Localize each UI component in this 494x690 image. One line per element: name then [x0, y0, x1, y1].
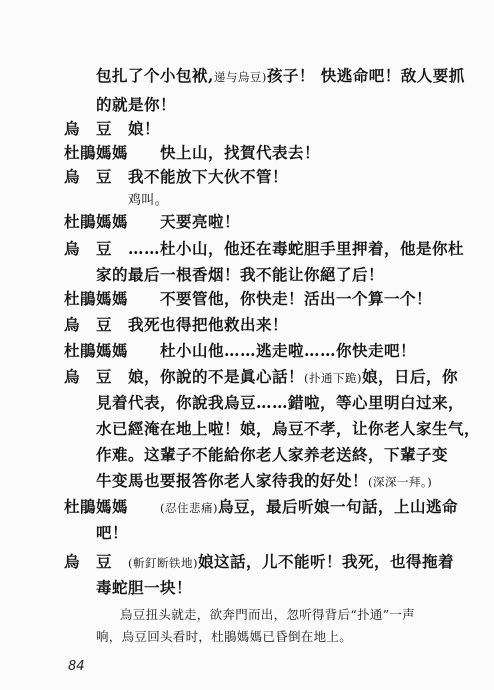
stage-direction-inline: (忍住悲痛) [160, 501, 218, 515]
speaker-name: 杜鵑媽媽 [64, 497, 129, 516]
stage-direction-text: 响，烏豆回头看时，杜鵑媽媽已昏倒在地上。 [96, 629, 353, 644]
stage-direction-block-line-1 [120, 605, 415, 623]
speaker-name: 烏 豆 [64, 315, 113, 334]
dialogue-line-7 [64, 210, 240, 232]
text-segment: 娘，你說的不是眞心話！ [128, 367, 305, 386]
dialogue-line-21 [96, 576, 192, 598]
line-text: 娘！ [128, 119, 161, 138]
dialogue-line-11 [64, 313, 288, 335]
dialogue-line-18 [64, 495, 458, 517]
line-text: 快上山，找賀代表去！ [160, 143, 321, 162]
text-segment: 烏豆，最后听娘一句話，上山逃命 [217, 497, 458, 516]
stage-direction-block-line-2 [96, 627, 352, 645]
text-segment: 娘这話，儿不能听！我死，也得拖着 [197, 552, 454, 571]
dialogue-line-12 [64, 339, 416, 361]
dialogue-line-19 [96, 521, 128, 543]
line-text: 見着代表，你說我烏豆……錯啦，等心里明白过来， [96, 393, 465, 412]
stage-direction-text: 鸡叫。 [128, 193, 168, 208]
speaker-name: 杜鵑媽媽 [64, 212, 129, 231]
dialogue-line-10 [64, 287, 432, 309]
line-text: 杜小山他……逃走啦……你快走吧！ [160, 341, 417, 360]
stage-direction-inline: (深深一拜。) [368, 475, 433, 489]
speaker-name: 烏 豆 [64, 239, 113, 258]
line-text: 我死也得把他救出来！ [128, 315, 289, 334]
stage-direction-inline: 递与烏豆) [213, 70, 267, 84]
line-text: 我不能放下大伙不管！ [128, 167, 289, 186]
line-text: 天要亮啦！ [160, 212, 241, 231]
speaker-name: 杜鵑媽媽 [64, 341, 129, 360]
text-segment: 包扎了个小包袱, [96, 66, 214, 85]
dialogue-line-1 [96, 64, 465, 86]
line-text: 吧！ [96, 523, 129, 542]
text-segment: 孩子！ 快逃命吧！敌人要抓 [266, 66, 465, 85]
dialogue-line-17 [96, 469, 432, 491]
speaker-name: 烏 豆 [64, 552, 113, 571]
line-text: 作难。这輩子不能給你老人家养老送終，下輩子变 [96, 445, 449, 464]
text-segment: 娘，日后，你 [362, 367, 459, 386]
line-text: ……杜小山，他还在毒蛇胆手里押着，他是你杜 [128, 239, 465, 258]
speaker-name: 烏 豆 [64, 167, 113, 186]
line-text: 水已經淹在地上啦！娘，烏豆不孝，让你老人家生气， [96, 419, 481, 438]
stage-direction-inline: (斬釘断铁地) [128, 556, 198, 570]
dialogue-line-2 [96, 93, 176, 115]
dialogue-line-5 [64, 165, 288, 187]
speaker-name: 杜鵑媽媽 [64, 143, 129, 162]
speaker-name: 杜鵑媽媽 [64, 289, 129, 308]
dialogue-line-3 [64, 117, 160, 139]
line-text: 不要管他，你快走！活出一个算一个！ [160, 289, 433, 308]
stage-direction-inline: (扑通下跪) [304, 371, 362, 385]
speaker-name: 烏 豆 [64, 367, 113, 386]
dialogue-line-15 [96, 417, 480, 439]
text-segment: 牛变馬也要报答你老人家待我的好处！ [96, 471, 369, 490]
line-text: 家的最后一根香烟！我不能让你絕了后！ [96, 265, 385, 284]
dialogue-line-9 [96, 263, 384, 285]
text-segment: 的就是你！ [96, 95, 177, 114]
dialogue-line-13 [64, 365, 458, 387]
dialogue-line-14 [96, 391, 464, 413]
page-number: 84 [68, 659, 85, 674]
dialogue-line-16 [96, 443, 448, 465]
speaker-name: 烏 豆 [64, 119, 113, 138]
line-text: 毒蛇胆一块！ [96, 578, 193, 597]
dialogue-line-4 [64, 141, 320, 163]
stage-direction-text: 烏豆扭头就走，欲奔門而出，忽听得背后“扑通”一声 [120, 607, 415, 622]
dialogue-line-20 [64, 550, 454, 572]
stage-direction-line [128, 189, 168, 208]
dialogue-line-8 [64, 237, 464, 259]
